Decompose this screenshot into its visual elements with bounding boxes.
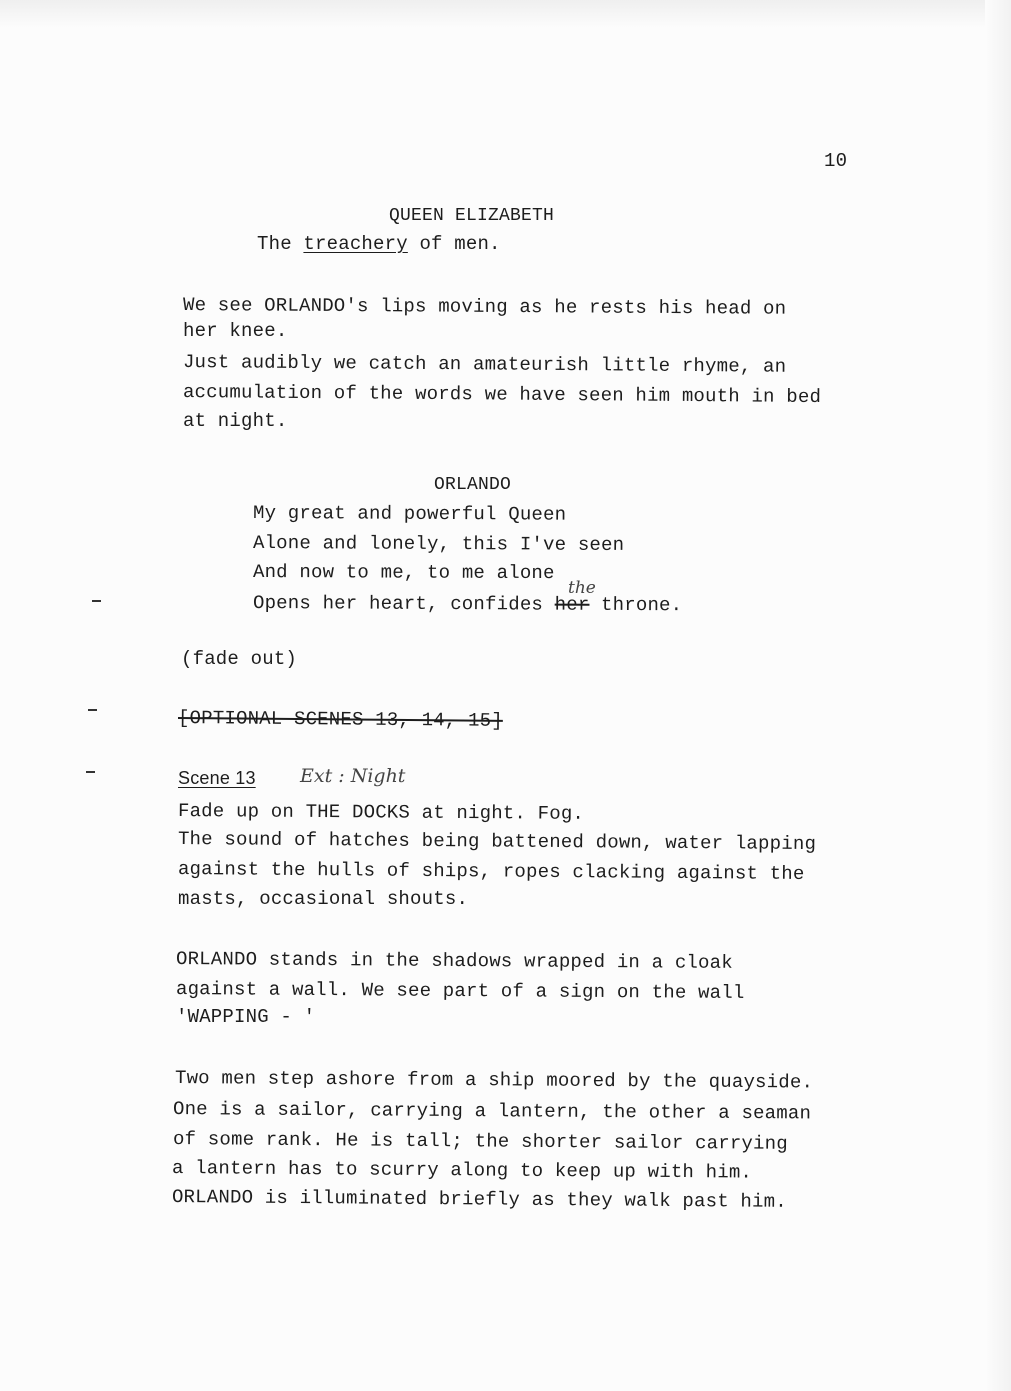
scan-right-edge bbox=[985, 0, 1011, 1391]
optional-scenes-struck: [OPTIONAL SCENES 13, 14, 15] bbox=[177, 707, 503, 732]
action-line: Just audibly we catch an amateurish little rhyme, an bbox=[182, 351, 787, 378]
verse-line: And now to me, to me alone bbox=[252, 561, 555, 585]
dialogue-underlined-word: treachery bbox=[303, 233, 408, 255]
action-line: accumulation of the words we have seen him mouth in bed bbox=[182, 381, 822, 409]
dialogue-queen-elizabeth bbox=[257, 233, 501, 255]
scene-heading: Scene 13 bbox=[178, 768, 256, 788]
page-number: 10 bbox=[824, 150, 848, 172]
margin-mark bbox=[86, 771, 95, 773]
verse-text-pre: Opens her heart, confides bbox=[252, 592, 555, 616]
action-line: We see ORLANDO's lips moving as he rests his head on bbox=[182, 294, 787, 320]
dialogue-text-post: of men. bbox=[407, 233, 501, 255]
action-line: of some rank. He is tall; the shorter sailor carrying bbox=[172, 1128, 788, 1155]
margin-mark bbox=[92, 600, 101, 602]
action-line: ORLANDO stands in the shadows wrapped in a cloak bbox=[175, 948, 733, 974]
margin-mark bbox=[88, 709, 97, 711]
action-line: masts, occasional shouts. bbox=[178, 888, 469, 910]
action-line: a lantern has to scurry along to keep up with him. bbox=[171, 1157, 753, 1184]
action-line: 'WAPPING - ' bbox=[176, 1006, 316, 1028]
dialogue-text-pre: The bbox=[257, 233, 304, 255]
handwritten-scene-note: Ext : Night bbox=[300, 765, 406, 787]
verse-text-post: throne. bbox=[589, 593, 683, 617]
action-line: One is a sailor, carrying a lantern, the other a seaman bbox=[172, 1098, 812, 1125]
action-line: ORLANDO is illuminated briefly as they walk past him. bbox=[171, 1186, 787, 1213]
transition-fade-out: (fade out) bbox=[181, 648, 298, 670]
verse-line: My great and powerful Queen bbox=[252, 502, 567, 526]
scan-top-edge bbox=[0, 0, 1011, 28]
action-line: Two men step ashore from a ship moored by the quayside. bbox=[174, 1067, 814, 1094]
action-line: against a wall. We see part of a sign on the wall bbox=[175, 978, 745, 1004]
action-line: her knee. bbox=[183, 320, 288, 342]
action-line: against the hulls of ships, ropes clacking against the bbox=[177, 858, 805, 885]
character-name-queen-elizabeth: QUEEN ELIZABETH bbox=[389, 206, 555, 226]
verse-line-edited bbox=[253, 592, 682, 616]
action-line: at night. bbox=[183, 410, 288, 432]
action-line: Fade up on THE DOCKS at night. Fog. bbox=[177, 800, 585, 825]
character-name-orlando: ORLANDO bbox=[434, 475, 512, 495]
action-line: The sound of hatches being battened down, water lapping bbox=[177, 828, 817, 856]
struck-word: her bbox=[554, 593, 590, 616]
handwritten-insert: the bbox=[568, 578, 596, 598]
verse-line: Alone and lonely, this I've seen bbox=[252, 532, 625, 556]
